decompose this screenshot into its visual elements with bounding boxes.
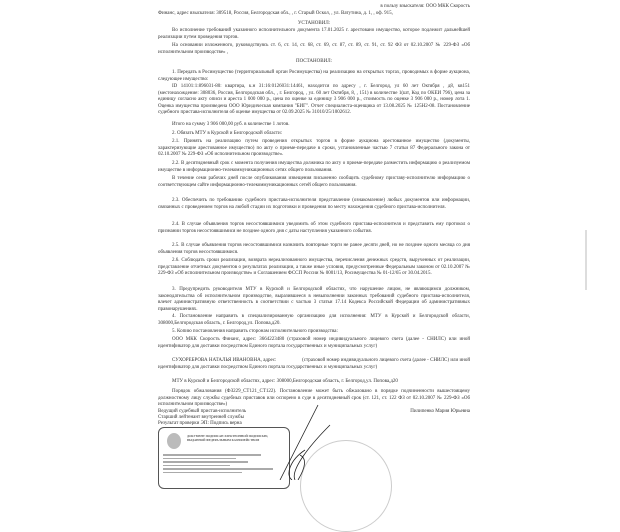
total: Итого на сумму 3 906 000,00 руб. в количестве 1 лотов.: [172, 122, 290, 127]
para-basis: На основании изложенного, руководствуясь ст. 6, ст. 14, ст. 68, ст. 69, ст. 87, ст. 89, ст. 91, ст. 92 ФЗ от 02.10.2007 № 229-ФЗ «Об исполнительном производстве» ,: [158, 43, 470, 55]
item-1: 1. Передать в Росимущество (территориальный орган Росимущества) на реализацию на открытых торгах, проводимых в форме аукциона, следующее имущество:: [158, 70, 470, 82]
item-2-2: 2.2. В десятидневный срок с момента получения имущества должника по акту о приеме-передаче разместить информацию о реализуемом имуществе в информационно-телекоммуникационных сетях общего пользования.: [158, 161, 470, 173]
signer-rank: Старший лейтенант внутренней службы: [158, 415, 244, 420]
scan-artifact: [585, 230, 587, 290]
para-established: Во исполнение требований указанного исполнительного документа 17.01.2025 г. арестовано имущество, которое подлежит дальнейшей реализации путем проведения торгов.: [158, 28, 470, 40]
heading-established: УСТАНОВИЛ:: [297, 21, 331, 26]
item-2-1: 2.1. Принять на реализацию путем проведения открытых торгов в форме аукциона арестованное имущество (документы, характеризующие арестованное имущество) по акту о приеме-передаче в сроки, установленные частью 7 статьи 87 Федерального закона от 02.10.2007 № 229-ФЗ «Об исполнительном производстве».: [158, 139, 470, 158]
item-2-6: 2.6. Соблюдать сроки реализации, возврата нереализованного имущества, перечисления денежных средств, вырученных от реализации, представление отчетных документов о результатах реализации, а также иные условия, предусмотренные Федеральным законом от 02.10.2007 № 229-ФЗ «Об исполнительном производстве» и Соглашением ФССП России № 0001/13, Росимущества № 01-12/65 от 30.04.2015.: [158, 258, 470, 277]
stamp-heading: ДОКУМЕНТ ПОДПИСАН ЭЛЕКТРОННОЙ ПОДПИСЬЮ, ВЫДАННОЙ ФЕДЕРАЛЬНЫМ КАЗНАЧЕЙСТВОМ: [187, 434, 269, 442]
creditor-line: в пользу взыскателя: ООО МКК Скорость: [380, 4, 470, 9]
item-5: 5. Копию постановления направить сторонам исполнительного производства:: [172, 329, 338, 334]
item-2-4: 2.4. В случае объявления торгов несостоявшимися уведомить об этом судебного пристава-исполнителя и представить ему протокол о признании торгов несостоявшимися не позднее одного дня с даты наступления указанного события.: [158, 222, 470, 234]
appeal-procedure: Порядок обжалования (ФЗ229_СТ121_СТ122). Постановление может быть обжаловано в порядке подчиненности вышестоящему должностному лицу службы судебных приставов или оспорено в суде в десятидневный срок (ст. 121, ст. 122 ФЗ от 02.10.2007 № 229-ФЗ «Об исполнительном производстве»): [158, 389, 470, 408]
item-2-2b: В течение семи рабочих дней после опубликования извещения письменно сообщить судебному приставу-исполнителю информацию о соответствующем сайте информационно-телекоммуникационных сетей общего пользования.: [158, 176, 470, 188]
item-2: 2. Обязать МТУ в Курской и Белгородской области:: [172, 131, 283, 136]
item-5-creditor: ООО МКК Скорость Финанс, адрес: 3664223480 (страховой номер индивидуального лицевого счета (далее - СНИЛС) или иной идентификатор для доставки посредством Единого портала государственных и муниципальных услуг): [158, 337, 470, 349]
item-5-mtu: МТУ в Курской и Белгородской областях, адрес: 308000,Белгородская область, г. Белгород,ул. Попова,д20: [172, 379, 398, 384]
item-4: 4. Постановление направить в специализированную организацию для исполнения: МТУ в Курской и Белгородской области, 308000,Белгородская область, г. Белгород,ул. Попова,д20.: [158, 314, 470, 326]
item-2-5: 2.5. В случае объявления торгов несостоявшимися назначить повторные торги не ранее десяти дней, но не позднее одного месяца со дня объявления торгов несостоявшимися.: [158, 243, 470, 255]
signer-name: Пилипенко Мария Юрьевна: [410, 409, 470, 414]
signature-verification: Результат проверки ЭП: Подпись верна: [158, 421, 242, 426]
item-5-debtor: СУХОРЕБРОВА НАТАЛЬЯ ИВАНОВНА, адрес: (страховой номер индивидуального лицевого счета (далее - СНИЛС) или иной идентификатор для доставки посредством Единого портала государственных и муниципальных услуг): [158, 358, 472, 370]
creditor-address: Финанс, адрес взыскателя: 309518, Россия, Белгородская обл., , г. Старый Оскол, , ул. Ватутина, д. 1, , оф. 915,: [158, 11, 393, 16]
item-1-property: ID 14101:1:896031-80: квартира, к.н 31:16:0126031:14461, находится по адресу , г. Белгород, ул 60 лет Октября , д8, кв151 (местонахождение: 308036, Россия, Белгородская обл., , г. Белгород, , ул. 60 лет Октября, 8, , 151) в количестве 1(шт, Код по ОКЕИ 796), цена за единицу согласно акту описи и ареста 1 000 000 р., цена по оценке за единицу 3 906 000 р., стоимость по оценке 3 906 000 р., номер лота 1. Оценка имущества произведена ООО Юридическая компания "БИГ". Отчет специалиста-оценщика от 13.08.2025 № 125Н2-08. Постановление судебного пристава-исполнителя об оценке имущества от 02.09.2025 № 31010/25/1002612.: [158, 84, 470, 116]
signer-title: Ведущий судебный пристав-исполнитель: [158, 409, 247, 414]
item-3: 3. Предупредить руководителя МТУ в Курской и Белгородской областях, что нарушение лицом, не являющимся должником, законодательства об исполнительном производстве, выразившееся в невыполнении законных требований судебного пристава-исполнителя, влечет административную ответственность в соответствии с частью 3 статьи 17.14 Кодекса Российской Федерации об административных правонарушениях.: [158, 287, 470, 312]
heading-resolved: ПОСТАНОВИЛ:: [296, 59, 332, 64]
item-2-3: 2.3. Обеспечить по требованию судебного пристава-исполнителя представление (ознакомление) любых документов или информации, связанных с проведением торгов на любой стадии их подготовки и проведения по месту нахождения судебного пристава-исполнителя.: [158, 198, 470, 210]
handwritten-signature: [250, 400, 350, 480]
coat-of-arms-icon: [167, 433, 181, 449]
